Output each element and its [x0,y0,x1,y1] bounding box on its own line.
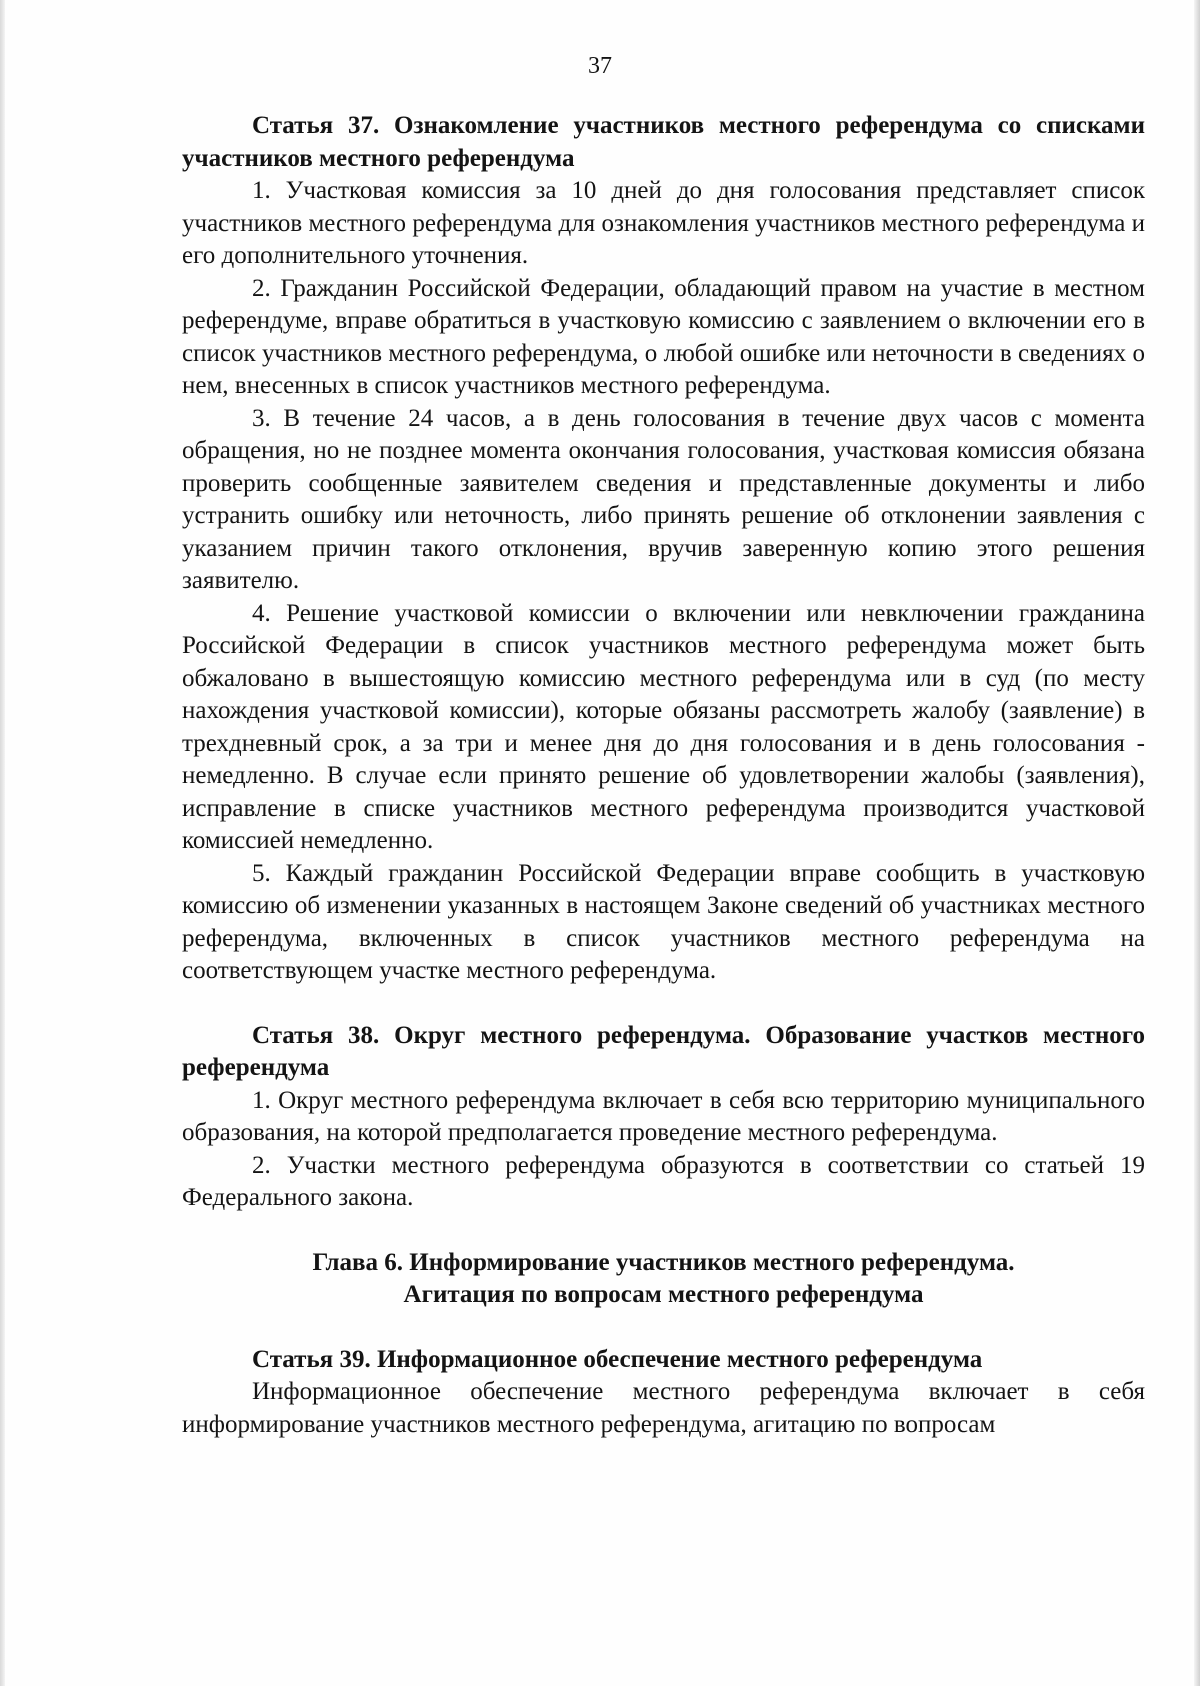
article-37-paragraph-2: 2. Гражданин Российской Федерации, обладающий правом на участие в местном референдуме, вправе обратиться в участковую комиссию с заявлением о включении его в список участников местного референдума, о любой ошибке или неточности в сведениях о нем, внесенных в список участников местного референдума. [182,274,1145,399]
article-37-paragraph-5: 5. Каждый гражданин Российской Федерации вправе сообщить в участковую комиссию об изменении указанных в настоящем Законе сведений об участниках местного референдума, включенных в список участников местного референдума на соответствующем участке местного референдума. [182,859,1145,984]
chapter-6-title-line-2: Агитация по вопросам местного референдума [403,1281,924,1308]
article-39-title: Статья 39. Информационное обеспечение местного референдума [252,1345,983,1373]
scan-edge-left [0,0,5,1686]
article-38-paragraph-2: 2. Участки местного референдума образуются в соответствии со статьей 19 Федерального закона. [182,1151,1145,1211]
article-37-title: Статья 37. Ознакомление участников местного референдума со списками участников местного референдума [182,112,1145,172]
spacer [182,1312,1145,1344]
article-39-paragraph-1: Информационное обеспечение местного референдума включает в себя информирование участников местного референдума, агитацию по вопросам [182,1378,1145,1438]
document-body [182,110,1145,1441]
article-38-title: Статья 38. Округ местного референдума. Образование участков местного референдума [182,1021,1145,1081]
page-number: 37 [588,53,612,79]
spacer [182,988,1145,1020]
article-37-paragraph-4: 4. Решение участковой комиссии о включении или невключении гражданина Российской Федерации в список участников местного референдума может быть обжаловано в вышестоящую комиссию местного референдума или в суд (по месту нахождения участковой комиссии), которые обязаны рассмотреть жалобу (заявление) в трехдневный срок, а за три и менее дня до дня голосования и в день голосования - немедленно. В случае если принято решение об удовлетворении жалобы (заявления), исправление в списке участников местного референдума производится участковой комиссией немедленно. [182,599,1145,854]
chapter-6-title-line-1: Глава 6. Информирование участников местного референдума. [312,1248,1015,1276]
spacer [182,1215,1145,1247]
scan-edge-right [1194,0,1200,1686]
article-38-paragraph-1: 1. Округ местного референдума включает в себя всю территорию муниципального образования, на которой предполагается проведение местного референдума. [182,1086,1145,1146]
article-37-paragraph-1: 1. Участковая комиссия за 10 дней до дня голосования представляет список участников местного референдума для ознакомления участников местного референдума и его дополнительного уточнения. [182,177,1145,269]
article-37-paragraph-3: 3. В течение 24 часов, а в день голосования в течение двух часов с момента обращения, но не позднее момента окончания голосования, участковая комиссия обязана проверить сообщенные заявителем сведения и представленные документы и либо устранить ошибку или неточность, либо принять решение об отклонении заявления с указанием причин такого отклонения, вручив заверенную копию этого решения заявителю. [182,404,1145,594]
